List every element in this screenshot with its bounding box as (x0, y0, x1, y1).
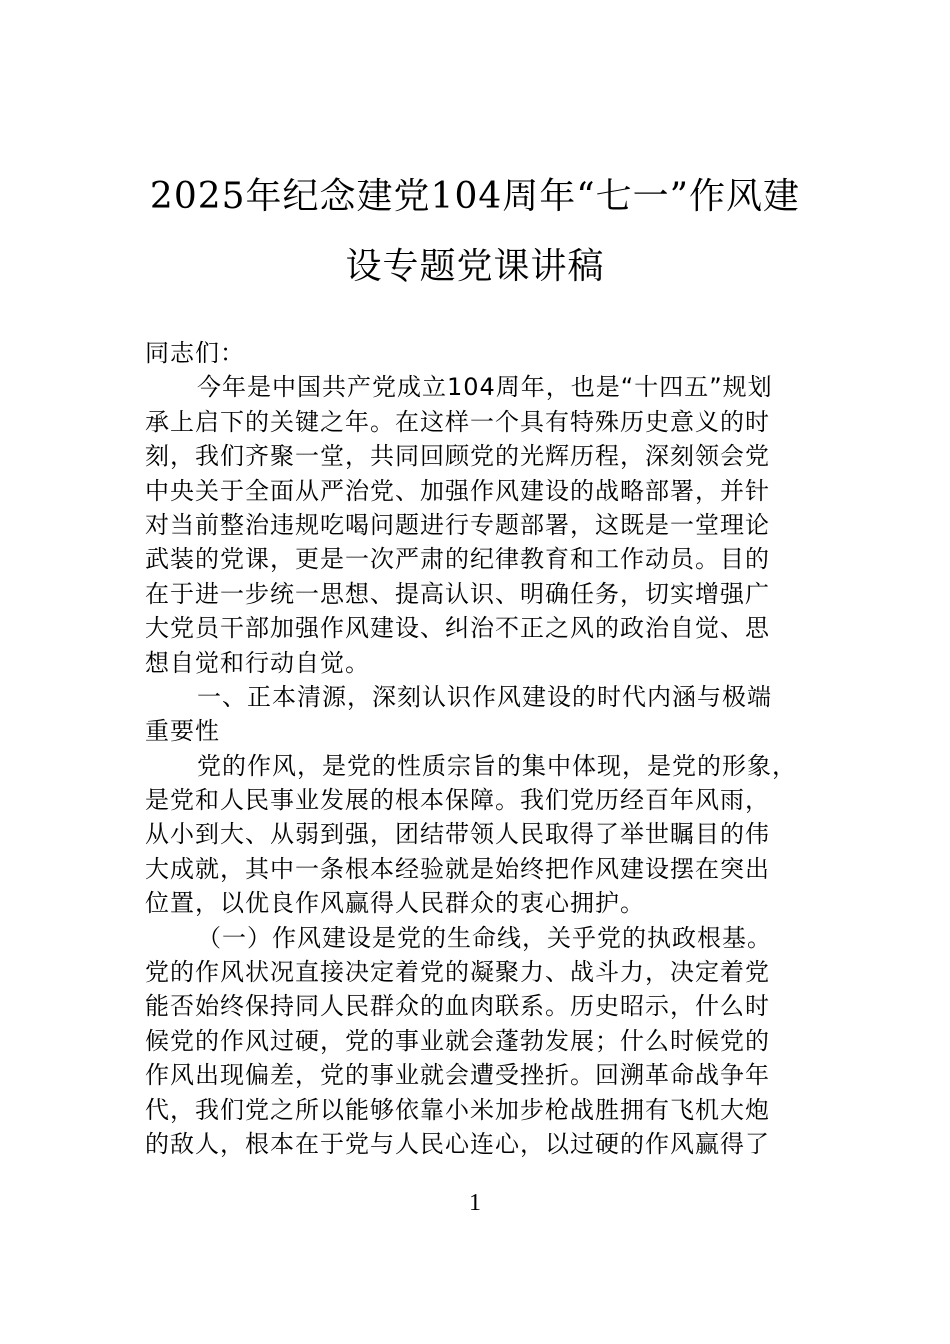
page-number: 1 (469, 1190, 481, 1216)
paragraph-line: （一）作风建设是党的生命线，关乎党的执政根基。 (197, 923, 772, 952)
paragraph-line: 党的作风，是党的性质宗旨的集中体现，是党的形象， (197, 751, 797, 780)
document-title-line-2: 设专题党课讲稿 (345, 246, 605, 287)
paragraph-line: 中央关于全面从严治党、加强作风建设的战略部署，并针 (145, 476, 770, 505)
paragraph-line: 代，我们党之所以能够依靠小米加步枪战胜拥有飞机大炮 (145, 1095, 770, 1124)
paragraph-line: 作风出现偏差，党的事业就会遭受挫折。回溯革命战争年 (145, 1061, 770, 1090)
paragraph-line: 党的作风状况直接决定着党的凝聚力、战斗力，决定着党 (145, 958, 770, 987)
paragraph-line: 从小到大、从弱到强，团结带领人民取得了举世瞩目的伟 (145, 820, 770, 849)
paragraph-line: 能否始终保持同人民群众的血肉联系。历史昭示，什么时 (145, 992, 770, 1021)
paragraph-line: 大党员干部加强作风建设、纠治不正之风的政治自觉、思 (145, 614, 770, 643)
paragraph-line: 位置，以优良作风赢得人民群众的衷心拥护。 (145, 889, 645, 918)
salutation: 同志们： (145, 339, 245, 367)
paragraph-line: 刻，我们齐聚一堂，共同回顾党的光辉历程，深刻领会党 (145, 442, 770, 471)
paragraph-line: 的敌人，根本在于党与人民心连心，以过硬的作风赢得了 (145, 1129, 770, 1158)
section-heading-line: 重要性 (145, 717, 220, 746)
document-body (145, 336, 835, 1161)
document-title-line-1: 2025年纪念建党104周年“七一”作风建 (149, 176, 801, 217)
paragraph-line: 承上启下的关键之年。在这样一个具有特殊历史意义的时 (145, 407, 770, 436)
paragraph-line: 是党和人民事业发展的根本保障。我们党历经百年风雨， (145, 786, 770, 815)
paragraph-line: 武装的党课，更是一次严肃的纪律教育和工作动员。目的 (145, 545, 770, 574)
paragraph-line: 在于进一步统一思想、提高认识、明确任务，切实增强广 (145, 579, 770, 608)
paragraph-line: 今年是中国共产党成立104周年，也是“十四五”规划 (197, 373, 773, 402)
paragraph-line: 大成就，其中一条根本经验就是始终把作风建设摆在突出 (145, 854, 770, 883)
section-heading-line: 一、正本清源，深刻认识作风建设的时代内涵与极端 (197, 682, 772, 711)
paragraph-line: 想自觉和行动自觉。 (145, 648, 370, 677)
paragraph-line: 对当前整治违规吃喝问题进行专题部署，这既是一堂理论 (145, 510, 770, 539)
paragraph-line: 候党的作风过硬，党的事业就会蓬勃发展；什么时候党的 (145, 1026, 770, 1055)
